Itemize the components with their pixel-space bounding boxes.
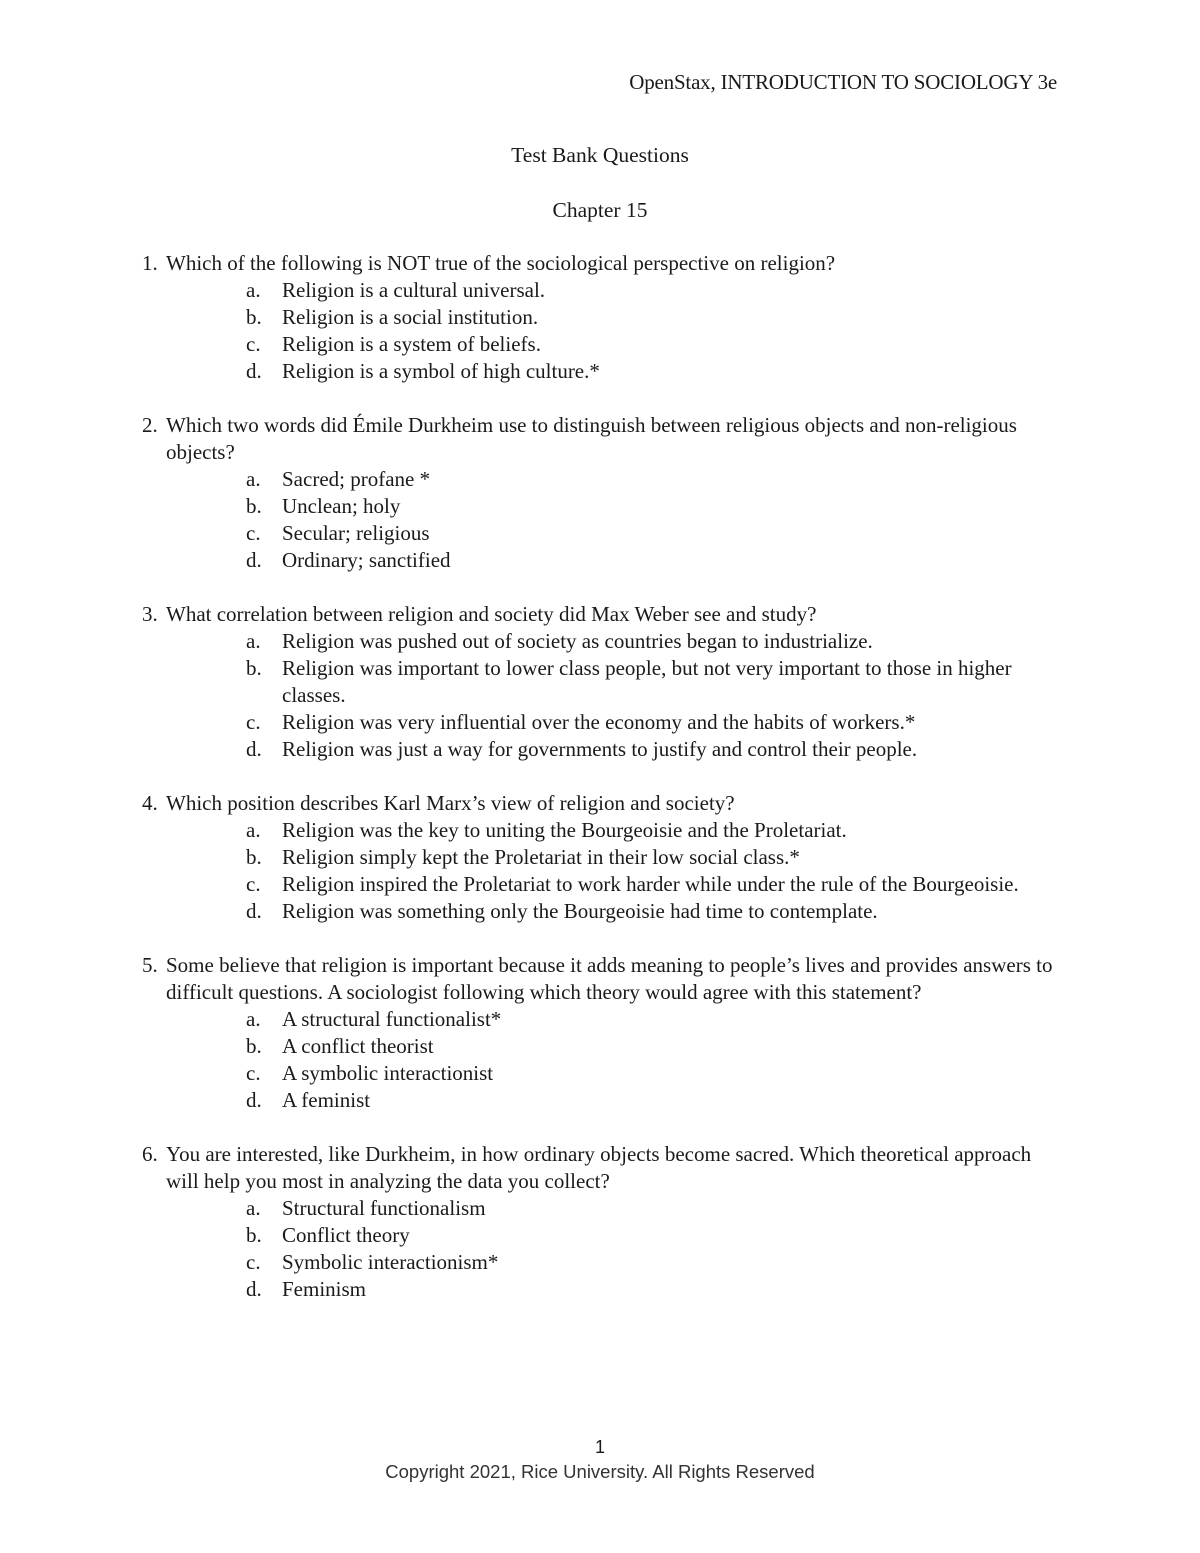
- option-text: Unclean; holy: [282, 494, 401, 518]
- option-letter: c.: [246, 1250, 261, 1274]
- answer-option: [142, 277, 1062, 304]
- option-letter: d.: [246, 359, 262, 383]
- question-1: [142, 250, 1062, 385]
- question-text: Which two words did Émile Durkheim use to distinguish between religious objects and non-religious objects?: [166, 413, 1017, 464]
- question-3: [142, 601, 1062, 763]
- option-letter: b.: [246, 845, 262, 869]
- answer-option: [142, 655, 1062, 709]
- question-stem: [142, 250, 1062, 277]
- option-text: A feminist: [282, 1088, 371, 1112]
- question-number: 4.: [142, 791, 158, 815]
- option-letter: d.: [246, 1088, 262, 1112]
- question-stem: [142, 790, 1062, 817]
- option-letter: d.: [246, 548, 262, 572]
- question-4: [142, 790, 1062, 925]
- option-letter: b.: [246, 656, 262, 680]
- copyright-notice: Copyright 2021, Rice University. All Rights Reserved: [385, 1461, 815, 1482]
- answer-option: [142, 1249, 1062, 1276]
- option-text: Ordinary; sanctified: [282, 548, 451, 572]
- option-text: Sacred; profane *: [282, 467, 431, 491]
- answer-option: [142, 844, 1062, 871]
- answer-option: [142, 1087, 1062, 1114]
- answer-option: [142, 709, 1062, 736]
- chapter-title: Chapter 15: [552, 198, 648, 222]
- answer-options: [142, 817, 1062, 925]
- question-list: [142, 250, 1062, 1330]
- question-text: Which of the following is NOT true of the sociological perspective on religion?: [166, 251, 836, 275]
- answer-option: [142, 1276, 1062, 1303]
- answer-option: [142, 547, 1062, 574]
- question-number: 5.: [142, 953, 158, 977]
- option-letter: c.: [246, 710, 261, 734]
- option-text: A structural functionalist*: [282, 1007, 502, 1031]
- option-text: Feminism: [282, 1277, 367, 1301]
- answer-options: [142, 1195, 1062, 1303]
- option-letter: d.: [246, 737, 262, 761]
- answer-option: [142, 520, 1062, 547]
- option-text: A symbolic interactionist: [282, 1061, 494, 1085]
- option-letter: c.: [246, 521, 261, 545]
- question-number: 2.: [142, 413, 158, 437]
- option-letter: d.: [246, 1277, 262, 1301]
- option-text: Religion was just a way for governments to justify and control their people.: [282, 737, 918, 761]
- option-text: Religion is a cultural universal.: [282, 278, 546, 302]
- question-number: 6.: [142, 1142, 158, 1166]
- question-number: 1.: [142, 251, 158, 275]
- question-5: [142, 952, 1062, 1114]
- option-letter: c.: [246, 1061, 261, 1085]
- option-text: Religion is a social institution.: [282, 305, 539, 329]
- option-text: Religion simply kept the Proletariat in their low social class.*: [282, 845, 800, 869]
- option-text: Religion was important to lower class people, but not very important to those in higher classes.: [282, 656, 1012, 707]
- option-text: A conflict theorist: [282, 1034, 434, 1058]
- answer-option: [142, 493, 1062, 520]
- answer-option: [142, 1060, 1062, 1087]
- option-text: Symbolic interactionism*: [282, 1250, 499, 1274]
- question-text: What correlation between religion and society did Max Weber see and study?: [166, 602, 817, 626]
- option-letter: a.: [246, 278, 261, 302]
- option-letter: a.: [246, 1196, 261, 1220]
- answer-option: [142, 1222, 1062, 1249]
- option-text: Religion was something only the Bourgeoisie had time to contemplate.: [282, 899, 878, 923]
- answer-options: [142, 466, 1062, 574]
- option-text: Religion inspired the Proletariat to work harder while under the rule of the Bourgeoisie.: [282, 872, 1019, 896]
- answer-option: [142, 1006, 1062, 1033]
- question-text: Which position describes Karl Marx’s view of religion and society?: [166, 791, 735, 815]
- option-letter: a.: [246, 629, 261, 653]
- question-stem: [142, 412, 1062, 466]
- option-letter: c.: [246, 332, 261, 356]
- option-letter: c.: [246, 872, 261, 896]
- option-text: Religion was pushed out of society as countries began to industrialize.: [282, 629, 873, 653]
- answer-option: [142, 331, 1062, 358]
- answer-option: [142, 466, 1062, 493]
- answer-option: [142, 1195, 1062, 1222]
- option-letter: a.: [246, 818, 261, 842]
- answer-option: [142, 1033, 1062, 1060]
- option-text: Structural functionalism: [282, 1196, 486, 1220]
- answer-option: [142, 304, 1062, 331]
- page-number: 1: [594, 1437, 605, 1457]
- question-stem: [142, 1141, 1062, 1195]
- option-text: Religion was the key to uniting the Bourgeoisie and the Proletariat.: [282, 818, 847, 842]
- option-letter: a.: [246, 1007, 261, 1031]
- option-text: Religion is a symbol of high culture.*: [282, 359, 600, 383]
- answer-option: [142, 628, 1062, 655]
- answer-option: [142, 817, 1062, 844]
- answer-option: [142, 898, 1062, 925]
- option-text: Secular; religious: [282, 521, 430, 545]
- option-letter: a.: [246, 467, 261, 491]
- option-text: Religion is a system of beliefs.: [282, 332, 541, 356]
- answer-option: [142, 358, 1062, 385]
- option-text: Religion was very influential over the economy and the habits of workers.*: [282, 710, 916, 734]
- question-stem: [142, 601, 1062, 628]
- answer-options: [142, 277, 1062, 385]
- option-letter: b.: [246, 494, 262, 518]
- answer-options: [142, 1006, 1062, 1114]
- option-letter: b.: [246, 305, 262, 329]
- option-letter: b.: [246, 1034, 262, 1058]
- answer-option: [142, 736, 1062, 763]
- answer-option: [142, 871, 1062, 898]
- option-text: Conflict theory: [282, 1223, 410, 1247]
- question-number: 3.: [142, 602, 158, 626]
- question-stem: [142, 952, 1062, 1006]
- question-text: Some believe that religion is important because it adds meaning to people’s lives and provides answers to difficult questions. A sociologist following which theory would agree with this statement?: [166, 953, 1053, 1004]
- option-letter: b.: [246, 1223, 262, 1247]
- option-letter: d.: [246, 899, 262, 923]
- question-2: [142, 412, 1062, 574]
- question-text: You are interested, like Durkheim, in how ordinary objects become sacred. Which theoretical approach will help you most in analyzing the data you collect?: [166, 1142, 1032, 1193]
- answer-options: [142, 628, 1062, 763]
- document-title: Test Bank Questions: [511, 143, 689, 167]
- question-6: [142, 1141, 1062, 1303]
- running-header: OpenStax, INTRODUCTION TO SOCIOLOGY 3e: [629, 70, 1057, 94]
